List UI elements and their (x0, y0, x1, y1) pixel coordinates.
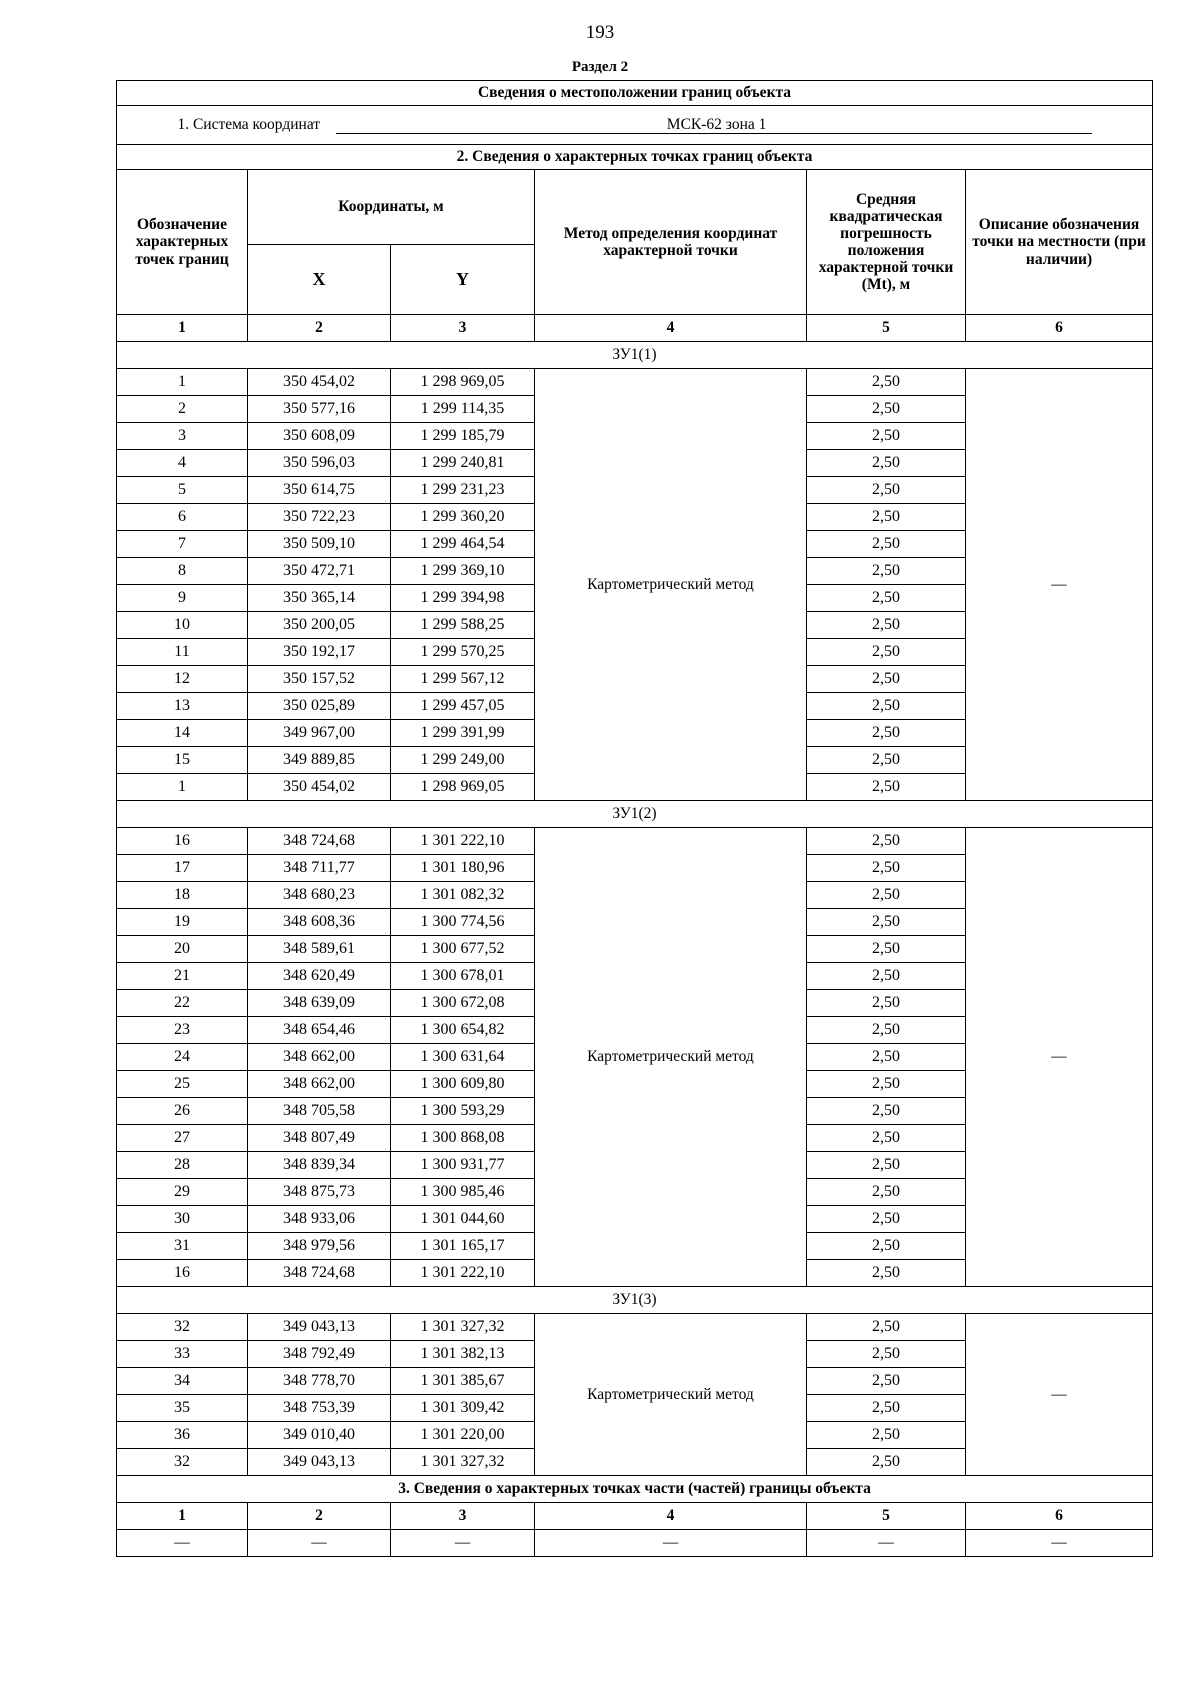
point-number: 5 (117, 477, 248, 504)
coordinate-y: 1 301 309,42 (391, 1395, 535, 1422)
column-number: 5 (807, 315, 966, 342)
coordinate-y: 1 300 593,29 (391, 1098, 535, 1125)
point-number: 7 (117, 531, 248, 558)
coordinate-y: 1 299 391,99 (391, 720, 535, 747)
parts-column-number: 3 (391, 1503, 535, 1530)
table-row (117, 1314, 1153, 1341)
column-number: 1 (117, 315, 248, 342)
accuracy-value: 2,50 (807, 666, 966, 693)
coordinate-y: 1 299 369,10 (391, 558, 535, 585)
accuracy-value: 2,50 (807, 585, 966, 612)
coordinate-y: 1 301 222,10 (391, 1260, 535, 1287)
accuracy-value: 2,50 (807, 747, 966, 774)
coordinate-x: 348 839,34 (248, 1152, 391, 1179)
coordinate-y: 1 299 249,00 (391, 747, 535, 774)
coordinate-y: 1 300 672,08 (391, 990, 535, 1017)
header-y: Y (391, 245, 535, 315)
accuracy-value: 2,50 (807, 1260, 966, 1287)
coordinate-x: 350 614,75 (248, 477, 391, 504)
parts-empty-cell: — (117, 1530, 248, 1557)
coordinate-x: 350 596,03 (248, 450, 391, 477)
accuracy-value: 2,50 (807, 774, 966, 801)
coordinate-x: 348 608,36 (248, 909, 391, 936)
coordinate-x: 348 589,61 (248, 936, 391, 963)
point-number: 12 (117, 666, 248, 693)
point-number: 16 (117, 828, 248, 855)
coordinate-x: 348 724,68 (248, 828, 391, 855)
coordinate-y: 1 300 931,77 (391, 1152, 535, 1179)
accuracy-value: 2,50 (807, 1206, 966, 1233)
coordinate-x: 348 705,58 (248, 1098, 391, 1125)
coordinate-y: 1 298 969,05 (391, 774, 535, 801)
coordinate-y: 1 299 588,25 (391, 612, 535, 639)
group-header-row (117, 1287, 1153, 1314)
coordinate-y: 1 300 631,64 (391, 1044, 535, 1071)
accuracy-value: 2,50 (807, 855, 966, 882)
point-number: 8 (117, 558, 248, 585)
point-number: 30 (117, 1206, 248, 1233)
point-number: 32 (117, 1314, 248, 1341)
page-number: 193 (585, 22, 615, 43)
header-method: Метод определения координат характерной точки (535, 170, 807, 315)
coordinate-x: 348 792,49 (248, 1341, 391, 1368)
coordinate-x: 350 192,17 (248, 639, 391, 666)
point-number: 26 (117, 1098, 248, 1125)
parts-empty-cell: — (807, 1530, 966, 1557)
coordinate-x: 348 680,23 (248, 882, 391, 909)
coordinate-y: 1 301 327,32 (391, 1449, 535, 1476)
parts-column-number: 6 (966, 1503, 1153, 1530)
coordinate-x: 348 654,46 (248, 1017, 391, 1044)
point-number: 6 (117, 504, 248, 531)
point-number: 32 (117, 1449, 248, 1476)
point-number: 28 (117, 1152, 248, 1179)
coordinate-x: 350 722,23 (248, 504, 391, 531)
accuracy-value: 2,50 (807, 369, 966, 396)
section-title: Раздел 2 (571, 59, 629, 75)
point-number: 13 (117, 693, 248, 720)
coordinate-system-row (117, 106, 1153, 145)
coordinate-y: 1 301 180,96 (391, 855, 535, 882)
accuracy-value: 2,50 (807, 639, 966, 666)
coordinate-x: 348 933,06 (248, 1206, 391, 1233)
point-number: 4 (117, 450, 248, 477)
accuracy-value: 2,50 (807, 450, 966, 477)
column-number: 6 (966, 315, 1153, 342)
coordinate-system-value: МСК-62 зона 1 (336, 116, 1092, 134)
parts-empty-cell: — (966, 1530, 1153, 1557)
accuracy-value: 2,50 (807, 1314, 966, 1341)
accuracy-value: 2,50 (807, 504, 966, 531)
coordinate-x: 350 608,09 (248, 423, 391, 450)
coordinate-x: 349 043,13 (248, 1314, 391, 1341)
column-number: 2 (248, 315, 391, 342)
column-number: 4 (535, 315, 807, 342)
coordinate-x: 349 043,13 (248, 1449, 391, 1476)
accuracy-value: 2,50 (807, 882, 966, 909)
description-cell: — (966, 1314, 1153, 1476)
point-number: 17 (117, 855, 248, 882)
coordinate-x: 350 577,16 (248, 396, 391, 423)
point-number: 29 (117, 1179, 248, 1206)
parts-column-number: 4 (535, 1503, 807, 1530)
table-row (117, 369, 1153, 396)
table-title: Сведения о местоположении границ объекта (117, 81, 1153, 106)
coordinate-x: 349 967,00 (248, 720, 391, 747)
point-number: 34 (117, 1368, 248, 1395)
accuracy-value: 2,50 (807, 612, 966, 639)
group-name: ЗУ1(2) (117, 801, 1153, 828)
coordinate-y: 1 301 382,13 (391, 1341, 535, 1368)
coordinate-x: 350 472,71 (248, 558, 391, 585)
header-coordinates: Координаты, м (248, 170, 535, 245)
coordinate-y: 1 301 165,17 (391, 1233, 535, 1260)
point-number: 23 (117, 1017, 248, 1044)
coordinate-y: 1 299 567,12 (391, 666, 535, 693)
coordinate-y: 1 301 385,67 (391, 1368, 535, 1395)
coordinate-y: 1 299 457,05 (391, 693, 535, 720)
coordinate-x: 348 778,70 (248, 1368, 391, 1395)
coordinate-x: 350 025,89 (248, 693, 391, 720)
table-row (117, 828, 1153, 855)
coordinate-y: 1 301 082,32 (391, 882, 535, 909)
accuracy-value: 2,50 (807, 558, 966, 585)
accuracy-value: 2,50 (807, 1368, 966, 1395)
coordinate-y: 1 301 220,00 (391, 1422, 535, 1449)
description-cell: — (966, 828, 1153, 1287)
description-cell: — (966, 369, 1153, 801)
coordinate-x: 350 454,02 (248, 369, 391, 396)
accuracy-value: 2,50 (807, 531, 966, 558)
boundary-table (116, 80, 1153, 1557)
parts-empty-cell: — (391, 1530, 535, 1557)
point-number: 31 (117, 1233, 248, 1260)
coordinate-x: 348 711,77 (248, 855, 391, 882)
accuracy-value: 2,50 (807, 1017, 966, 1044)
accuracy-value: 2,50 (807, 1449, 966, 1476)
coordinate-x: 350 200,05 (248, 612, 391, 639)
coordinate-x: 349 010,40 (248, 1422, 391, 1449)
point-number: 15 (117, 747, 248, 774)
coordinate-y: 1 300 677,52 (391, 936, 535, 963)
point-number: 3 (117, 423, 248, 450)
coordinate-x: 349 889,85 (248, 747, 391, 774)
group-header-row (117, 801, 1153, 828)
coordinate-x: 350 365,14 (248, 585, 391, 612)
coordinate-y: 1 300 868,08 (391, 1125, 535, 1152)
coordinate-x: 348 724,68 (248, 1260, 391, 1287)
coordinate-x: 348 753,39 (248, 1395, 391, 1422)
coordinate-x: 350 509,10 (248, 531, 391, 558)
coordinate-y: 1 301 044,60 (391, 1206, 535, 1233)
accuracy-value: 2,50 (807, 693, 966, 720)
coordinate-y: 1 300 774,56 (391, 909, 535, 936)
header-point: Обозначение характерных точек границ (117, 170, 248, 315)
accuracy-value: 2,50 (807, 423, 966, 450)
coordinate-y: 1 299 570,25 (391, 639, 535, 666)
point-number: 9 (117, 585, 248, 612)
parts-section-title: 3. Сведения о характерных точках части (частей) границы объекта (117, 1476, 1153, 1503)
coordinate-y: 1 299 185,79 (391, 423, 535, 450)
coordinate-y: 1 300 609,80 (391, 1071, 535, 1098)
group-name: ЗУ1(1) (117, 342, 1153, 369)
accuracy-value: 2,50 (807, 1179, 966, 1206)
coordinate-y: 1 300 654,82 (391, 1017, 535, 1044)
coordinate-y: 1 298 969,05 (391, 369, 535, 396)
method-cell: Картометрический метод (535, 369, 807, 801)
point-number: 33 (117, 1341, 248, 1368)
accuracy-value: 2,50 (807, 936, 966, 963)
parts-column-number: 5 (807, 1503, 966, 1530)
point-number: 11 (117, 639, 248, 666)
coordinate-y: 1 299 231,23 (391, 477, 535, 504)
point-number: 25 (117, 1071, 248, 1098)
coordinate-x: 348 639,09 (248, 990, 391, 1017)
header-description: Описание обозначения точки на местности (при наличии) (966, 170, 1153, 315)
point-number: 21 (117, 963, 248, 990)
header-accuracy: Средняя квадратическая погрешность положения характерной точки (Mt), м (807, 170, 966, 315)
point-number: 2 (117, 396, 248, 423)
coordinate-y: 1 299 464,54 (391, 531, 535, 558)
accuracy-value: 2,50 (807, 477, 966, 504)
coordinate-x: 348 807,49 (248, 1125, 391, 1152)
accuracy-value: 2,50 (807, 1233, 966, 1260)
point-number: 1 (117, 774, 248, 801)
coordinate-y: 1 301 222,10 (391, 828, 535, 855)
coordinate-y: 1 301 327,32 (391, 1314, 535, 1341)
parts-column-number: 1 (117, 1503, 248, 1530)
coordinate-y: 1 300 678,01 (391, 963, 535, 990)
coordinate-x: 348 662,00 (248, 1044, 391, 1071)
accuracy-value: 2,50 (807, 909, 966, 936)
coordinate-system-label: 1. Система координат (177, 115, 321, 133)
point-number: 35 (117, 1395, 248, 1422)
point-number: 1 (117, 369, 248, 396)
accuracy-value: 2,50 (807, 1152, 966, 1179)
parts-empty-cell: — (535, 1530, 807, 1557)
coordinate-x: 348 875,73 (248, 1179, 391, 1206)
point-number: 22 (117, 990, 248, 1017)
coordinate-y: 1 299 360,20 (391, 504, 535, 531)
method-cell: Картометрический метод (535, 1314, 807, 1476)
parts-column-number: 2 (248, 1503, 391, 1530)
coordinate-x: 348 979,56 (248, 1233, 391, 1260)
group-name: ЗУ1(3) (117, 1287, 1153, 1314)
point-number: 16 (117, 1260, 248, 1287)
coordinate-x: 348 620,49 (248, 963, 391, 990)
accuracy-value: 2,50 (807, 828, 966, 855)
coordinate-y: 1 299 394,98 (391, 585, 535, 612)
accuracy-value: 2,50 (807, 720, 966, 747)
coordinate-y: 1 299 240,81 (391, 450, 535, 477)
accuracy-value: 2,50 (807, 1098, 966, 1125)
method-cell: Картометрический метод (535, 828, 807, 1287)
point-number: 14 (117, 720, 248, 747)
parts-empty-cell: — (248, 1530, 391, 1557)
coordinate-x: 348 662,00 (248, 1071, 391, 1098)
accuracy-value: 2,50 (807, 1341, 966, 1368)
coordinate-y: 1 299 114,35 (391, 396, 535, 423)
coordinate-x: 350 454,02 (248, 774, 391, 801)
point-number: 19 (117, 909, 248, 936)
accuracy-value: 2,50 (807, 963, 966, 990)
accuracy-value: 2,50 (807, 1422, 966, 1449)
points-section-title: 2. Сведения о характерных точках границ объекта (117, 145, 1153, 170)
accuracy-value: 2,50 (807, 990, 966, 1017)
point-number: 36 (117, 1422, 248, 1449)
group-header-row (117, 342, 1153, 369)
coordinate-y: 1 300 985,46 (391, 1179, 535, 1206)
point-number: 18 (117, 882, 248, 909)
accuracy-value: 2,50 (807, 1395, 966, 1422)
header-x: X (248, 245, 391, 315)
point-number: 10 (117, 612, 248, 639)
column-number: 3 (391, 315, 535, 342)
accuracy-value: 2,50 (807, 1044, 966, 1071)
accuracy-value: 2,50 (807, 396, 966, 423)
accuracy-value: 2,50 (807, 1125, 966, 1152)
point-number: 27 (117, 1125, 248, 1152)
point-number: 20 (117, 936, 248, 963)
coordinate-x: 350 157,52 (248, 666, 391, 693)
accuracy-value: 2,50 (807, 1071, 966, 1098)
point-number: 24 (117, 1044, 248, 1071)
